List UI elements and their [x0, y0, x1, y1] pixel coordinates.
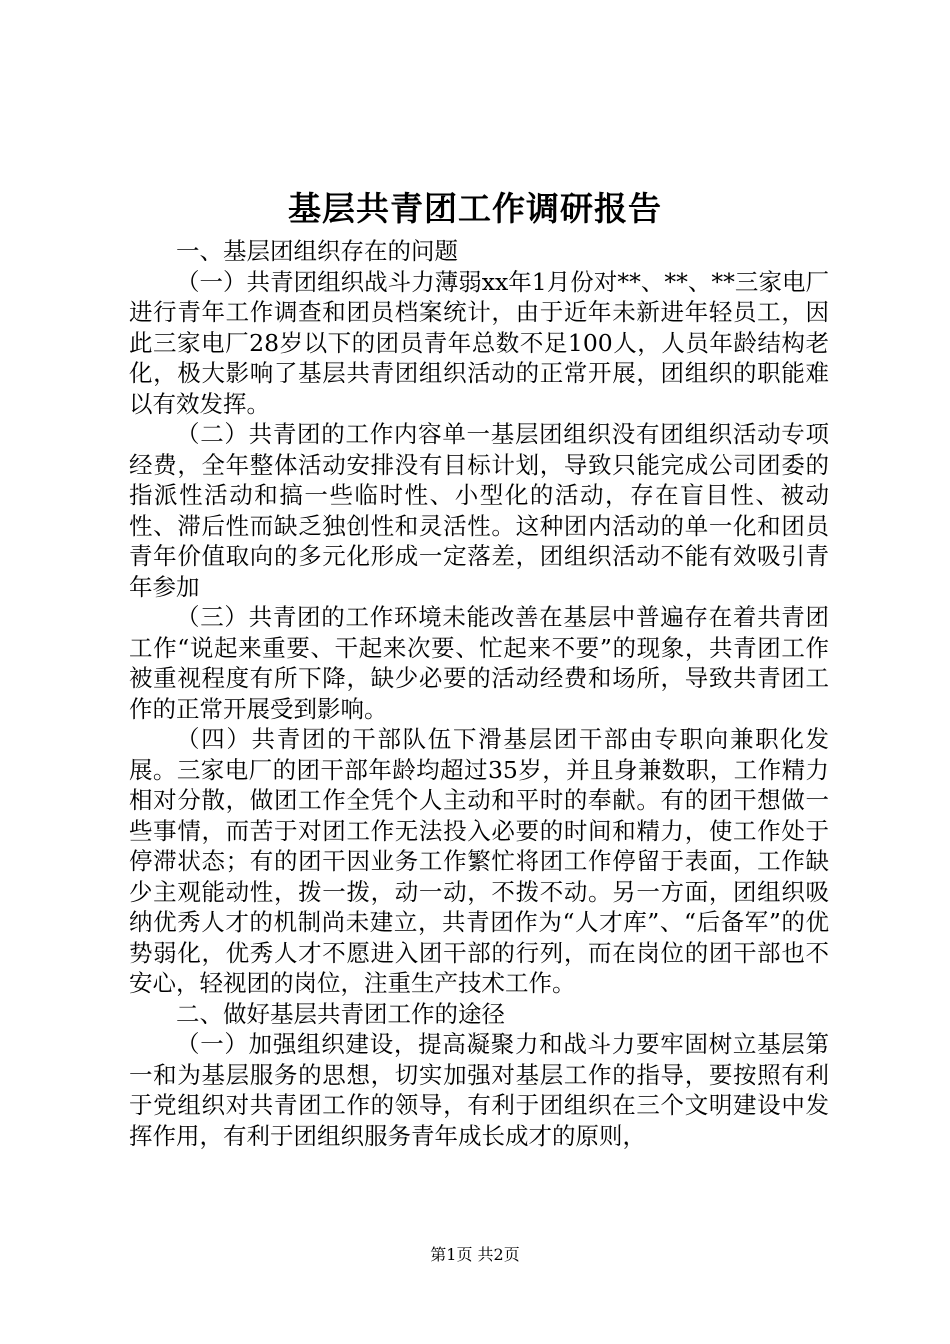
body-paragraph: （一）共青团组织战斗力薄弱xx年1月份对**、**、**三家电厂进行青年工作调查和团员档案统计，由于近年未新进年轻员工，因此三家电厂28岁以下的团员青年总数不足100人，人员年龄结构老化，极大影响了基层共青团组织活动的正常开展，团组织的职能难以有效发挥。 [129, 267, 829, 418]
body-paragraph: （一）加强组织建设，提高凝聚力和战斗力要牢固树立基层第一和为基层服务的思想，切实加强对基层工作的指导，要按照有利于党组织对共青团工作的领导，有利于团组织在三个文明建设中发挥作用，有利于团组织服务青年成长成才的原则， [129, 1030, 829, 1150]
document-body [129, 236, 829, 1151]
body-paragraph: （二）共青团的工作内容单一基层团组织没有团组织活动专项经费，全年整体活动安排没有目标计划，导致只能完成公司团委的指派性活动和搞一些临时性、小型化的活动，存在盲目性、被动性、滞后性而缺乏独创性和灵活性。这种团内活动的单一化和团员青年价值取向的多元化形成一定落差，团组织活动不能有效吸引青年参加 [129, 420, 829, 601]
document-title: 基层共青团工作调研报告 [288, 189, 662, 228]
body-paragraph: （四）共青团的干部队伍下滑基层团干部由专职向兼职化发展。三家电厂的团干部年龄均超过35岁，并且身兼数职，工作精力相对分散，做团工作全凭个人主动和平时的奉献。有的团干想做一些事情，而苦于对团工作无法投入必要的时间和精力，使工作处于停滞状态；有的团干因业务工作繁忙将团工作停留于表面，工作缺少主观能动性，拨一拨，动一动，不拨不动。另一方面，团组织吸纳优秀人才的机制尚未建立，共青团作为“人才库”、“后备军”的优势弱化，优秀人才不愿进入团干部的行列，而在岗位的团干部也不安心，轻视团的岗位，注重生产技术工作。 [129, 725, 829, 997]
body-paragraph: （三）共青团的工作环境未能改善在基层中普遍存在着共青团工作“说起来重要、干起来次要、忙起来不要”的现象，共青团工作被重视程度有所下降，缺少必要的活动经费和场所，导致共青团工作的正常开展受到影响。 [129, 603, 829, 723]
section-heading: 一、基层团组织存在的问题 [176, 237, 458, 265]
section-heading: 二、做好基层共青团工作的途径 [176, 999, 505, 1028]
page-footer: 第1页 共2页 [430, 1245, 520, 1264]
